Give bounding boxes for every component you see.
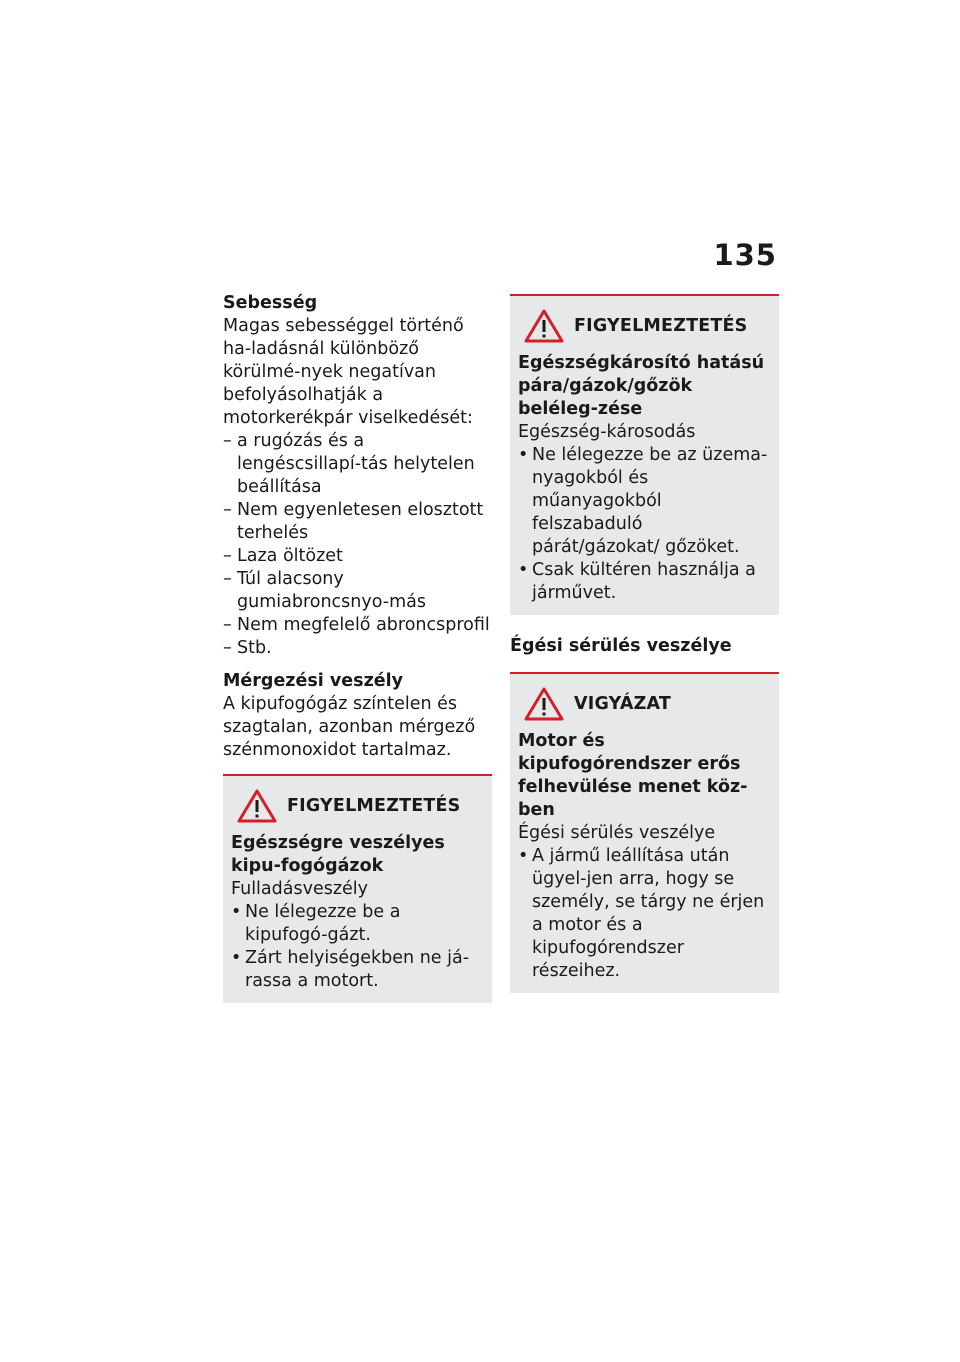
right-column bbox=[510, 292, 779, 993]
list-item: • Zárt helyiségekben ne já-rassa a motort. bbox=[231, 947, 484, 993]
page-number: 135 bbox=[713, 238, 777, 272]
warning-header bbox=[518, 306, 771, 346]
list-item: • A jármű leállítása után ügyel-jen arra, hogy se személy, se tárgy ne érjen a motor és a kipufogórendszer részeihez. bbox=[518, 845, 771, 983]
warning-triangle-icon bbox=[524, 687, 564, 721]
caution-box-hot-engine bbox=[510, 672, 779, 993]
warning-subheading: Egészségre veszélyes kipu-fogógázok bbox=[231, 833, 445, 876]
list-item: – Túl alacsony gumiabroncsnyo-más bbox=[223, 568, 492, 614]
left-column bbox=[223, 292, 492, 1003]
burn-heading: Égési sérülés veszélye bbox=[510, 636, 732, 656]
warning-box-vapors bbox=[510, 294, 779, 615]
warning-subheading: Egészségkárosító hatású pára/gázok/gőzök beléleg-zése bbox=[518, 353, 765, 419]
list-item: – Nem egyenletesen elosztott terhelés bbox=[223, 499, 492, 545]
list-item: • Ne lélegezze be az üzema-nyagokból és műanyagokból felszabaduló párát/gázokat/ gőzöket. bbox=[518, 444, 771, 559]
speed-list bbox=[223, 430, 492, 660]
warning-triangle-icon bbox=[524, 309, 564, 343]
warning-list bbox=[231, 901, 484, 993]
list-item: – Laza öltözet bbox=[223, 545, 492, 568]
speed-heading: Sebesség bbox=[223, 293, 318, 313]
warning-header bbox=[231, 786, 484, 826]
caution-subheading: Motor és kipufogórendszer erős felhevülése menet köz-ben bbox=[518, 731, 748, 820]
poison-text: A kipufogógáz színtelen és szagtalan, azonban mérgező szénmonoxidot tartalmaz. bbox=[223, 694, 476, 760]
caution-subtext: Égési sérülés veszélye bbox=[518, 823, 716, 843]
warning-triangle-icon bbox=[237, 789, 277, 823]
warning-subtext: Fulladásveszély bbox=[231, 879, 369, 899]
list-item: – Nem megfelelő abroncsprofil bbox=[223, 614, 492, 637]
warning-box-exhaust bbox=[223, 774, 492, 1003]
caution-title: VIGYÁZAT bbox=[574, 694, 671, 714]
caution-list bbox=[518, 845, 771, 983]
warning-title: FIGYELMEZTETÉS bbox=[287, 796, 461, 816]
speed-text: Magas sebességgel történő ha-ladásnál különböző körülmé-nyek negatívan befolyásolhatják a motorkerékpár viselkedését: bbox=[223, 316, 473, 428]
list-item: • Ne lélegezze be a kipufogó-gázt. bbox=[231, 901, 484, 947]
warning-subtext: Egészség-károsodás bbox=[518, 422, 696, 442]
list-item: – a rugózás és a lengéscsillapí-tás helytelen beállítása bbox=[223, 430, 492, 499]
poison-heading: Mérgezési veszély bbox=[223, 671, 404, 691]
list-item: • Csak kültéren használja a járművet. bbox=[518, 559, 771, 605]
caution-header bbox=[518, 684, 771, 724]
warning-title: FIGYELMEZTETÉS bbox=[574, 316, 748, 336]
warning-list bbox=[518, 444, 771, 605]
list-item: – Stb. bbox=[223, 637, 492, 660]
